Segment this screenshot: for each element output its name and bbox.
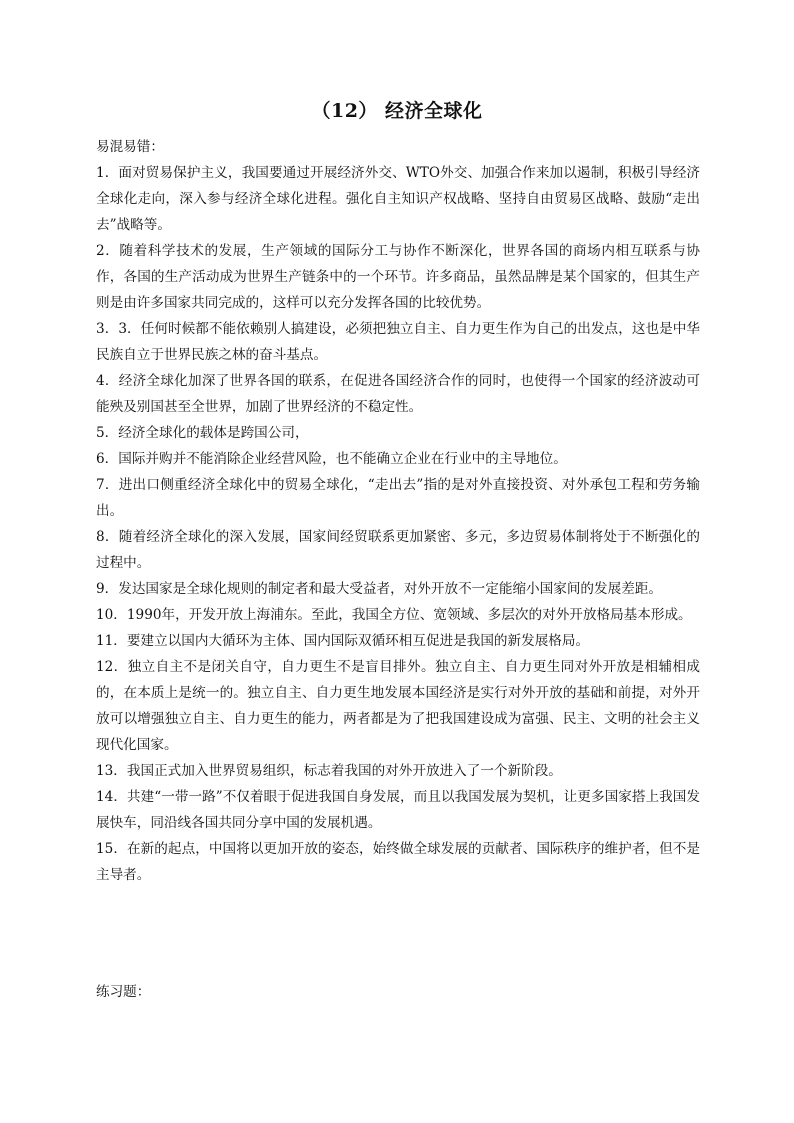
list-item: 5．经济全球化的载体是跨国公司， xyxy=(96,425,309,441)
list-item: 14．共建“一带一路”不仅着眼于促进我国自身发展，而且以我国发展为契机，让更多国家搭上我国发展快车，同沿线各国共同分享中国的发展机遇。 xyxy=(96,789,700,831)
practice-label: 练习题： xyxy=(96,984,151,1000)
list-item: 12．独立自主不是闭关自守，自力更生不是盲目排外。独立自主、自力更生同对外开放是相辅相成的，在本质上是统一的。独立自主、自力更生地发展本国经济是实行对外开放的基础和前提，对外开放可以增强独立自主、自力更生的能力，两者都是为了把我国建设成为富强、民主、文明的社会主义现代化国家。 xyxy=(96,659,700,753)
list-item: 10．1990年，开发开放上海浦东。至此，我国全方位、宽领域、多层次的对外开放格局基本形成。 xyxy=(96,607,692,623)
list-item: 6．国际并购并不能消除企业经营风险，也不能确立企业在行业中的主导地位。 xyxy=(96,451,567,467)
list-item: 8．随着经济全球化的深入发展，国家间经贸联系更加紧密、多元，多边贸易体制将处于不断强化的过程中。 xyxy=(96,529,700,571)
list-item: 15．在新的起点，中国将以更加开放的姿态，始终做全球发展的贡献者、国际秩序的维护者，但不是主导者。 xyxy=(96,841,700,883)
list-item: 11．要建立以国内大循环为主体、国内国际双循环相互促进是我国的新发展格局。 xyxy=(96,633,590,649)
section-label: 易混易错： xyxy=(96,139,164,155)
list-item: 9．发达国家是全球化规则的制定者和最大受益者，对外开放不一定能缩小国家间的发展差距。 xyxy=(96,581,662,597)
document-body xyxy=(96,134,700,888)
list-item: 4．经济全球化加深了世界各国的联系，在促进各国经济合作的同时，也使得一个国家的经济波动可能殃及别国甚至全世界，加剧了世界经济的不稳定性。 xyxy=(96,373,700,415)
list-item: 13．我国正式加入世界贸易组织，标志着我国的对外开放进入了一个新阶段。 xyxy=(96,763,562,779)
page-title: （12） 经济全球化 xyxy=(311,100,483,122)
list-item: 3．3．任何时候都不能依赖别人搞建设，必须把独立自主、自力更生作为自己的出发点，这也是中华民族自立于世界民族之林的奋斗基点。 xyxy=(96,321,700,363)
list-item: 1．面对贸易保护主义，我国要通过开展经济外交、WTO外交、加强合作来加以遏制，积极引导经济全球化走向，深入参与经济全球化进程。强化自主知识产权战略、坚持自由贸易区战略、鼓励“走出去”战略等。 xyxy=(96,165,700,233)
list-item: 2．随着科学技术的发展，生产领域的国际分工与协作不断深化，世界各国的商场内相互联系与协作，各国的生产活动成为世界生产链条中的一个环节。许多商品，虽然品牌是某个国家的，但其生产则是由许多国家共同完成的，这样可以充分发挥各国的比较优势。 xyxy=(96,243,700,311)
list-item: 7．进出口侧重经济全球化中的贸易全球化，“走出去”指的是对外直接投资、对外承包工程和劳务输出。 xyxy=(96,477,700,519)
